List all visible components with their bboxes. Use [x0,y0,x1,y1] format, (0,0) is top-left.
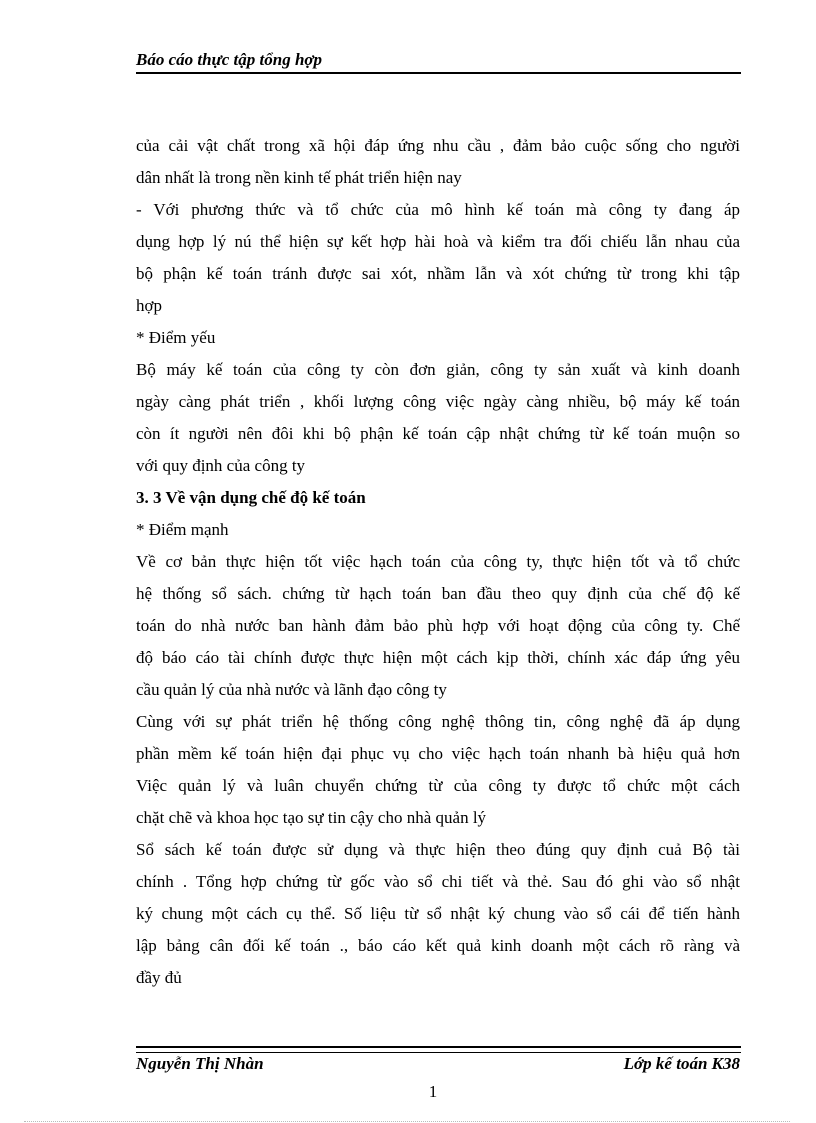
body-line: với quy định của công ty [136,456,306,475]
body-line: đầy đủ [136,968,182,987]
body-line: cầu quản lý của nhà nước và lãnh đạo công ty [136,680,447,699]
footer-author: Nguyễn Thị Nhàn [136,1054,264,1073]
section-heading: 3. 3 Về vận dụng chế độ kế toán [136,488,366,507]
body-line: ngày càng phát triển , khối lượng công việc ngày càng nhiều, bộ máy kế toán [136,392,740,411]
body-line: phần mềm kế toán hiện đại phục vụ cho việc hạch toán nhanh bà hiệu quả hơn [136,744,740,763]
body-line: Việc quản lý và luân chuyển chứng từ của công ty được tổ chức một cách [136,776,740,795]
body-line: lập bảng cân đối kế toán ., báo cáo kết quả kinh doanh một cách rõ ràng và [136,936,740,955]
page-number: 1 [428,1082,438,1101]
header-title: Báo cáo thực tập tổng hợp [136,50,323,69]
body-line: Cùng với sự phát triển hệ thống công nghệ thông tin, công nghệ đã áp dụng [136,712,740,731]
body-line: của cải vật chất trong xã hội đáp ứng nhu cầu , đảm bảo cuộc sống cho người [136,136,740,155]
body-line: Bộ máy kế toán của công ty còn đơn giản, công ty sản xuất và kinh doanh [136,360,740,379]
footer-divider [136,1046,741,1053]
document-body [136,130,740,994]
body-line: ký chung một cách cụ thể. Số liệu từ sổ nhật ký chung vào sổ cái để tiến hành [136,904,740,923]
body-line: bộ phận kế toán tránh được sai xót, nhầm lẫn và xót chứng từ trong khi tập [136,264,740,283]
page-header [136,46,741,74]
body-line: còn ít người nên đôi khi bộ phận kế toán cập nhật chứng từ kế toán muộn so [136,424,740,443]
body-line: Sổ sách kế toán được sử dụng và thực hiện theo đúng quy định cuả Bộ tài [136,840,740,859]
body-line: - Với phương thức và tổ chức của mô hình kế toán mà công ty đang áp [136,200,740,219]
body-line: * Điểm mạnh [136,520,229,539]
page-edge-divider [24,1121,790,1122]
footer-class: Lớp kế toán K38 [623,1054,740,1073]
body-line: chính . Tổng hợp chứng từ gốc vào sổ chi tiết và thẻ. Sau đó ghi vào sổ nhật [136,872,740,891]
body-line: * Điểm yếu [136,328,216,347]
body-line: toán do nhà nước ban hành đảm bảo phù hợp với hoạt động của công ty. Chế [136,616,740,635]
body-line: dân nhất là trong nền kinh tế phát triển hiện nay [136,168,462,187]
body-line: hợp [136,296,162,315]
body-line: dụng hợp lý nú thể hiện sự kết hợp hài hoà và kiểm tra đối chiếu lẫn nhau của [136,232,740,251]
body-line: độ báo cáo tài chính được thực hiện một cách kịp thời, chính xác đáp ứng yêu [136,648,740,667]
body-line: Về cơ bản thực hiện tốt việc hạch toán của công ty, thực hiện tốt và tổ chức [136,552,740,571]
body-line: chặt chẽ và khoa học tạo sự tin cậy cho nhà quản lý [136,808,487,827]
body-line: hệ thống sổ sách. chứng từ hạch toán ban đầu theo quy định của chế độ kế [136,584,740,603]
